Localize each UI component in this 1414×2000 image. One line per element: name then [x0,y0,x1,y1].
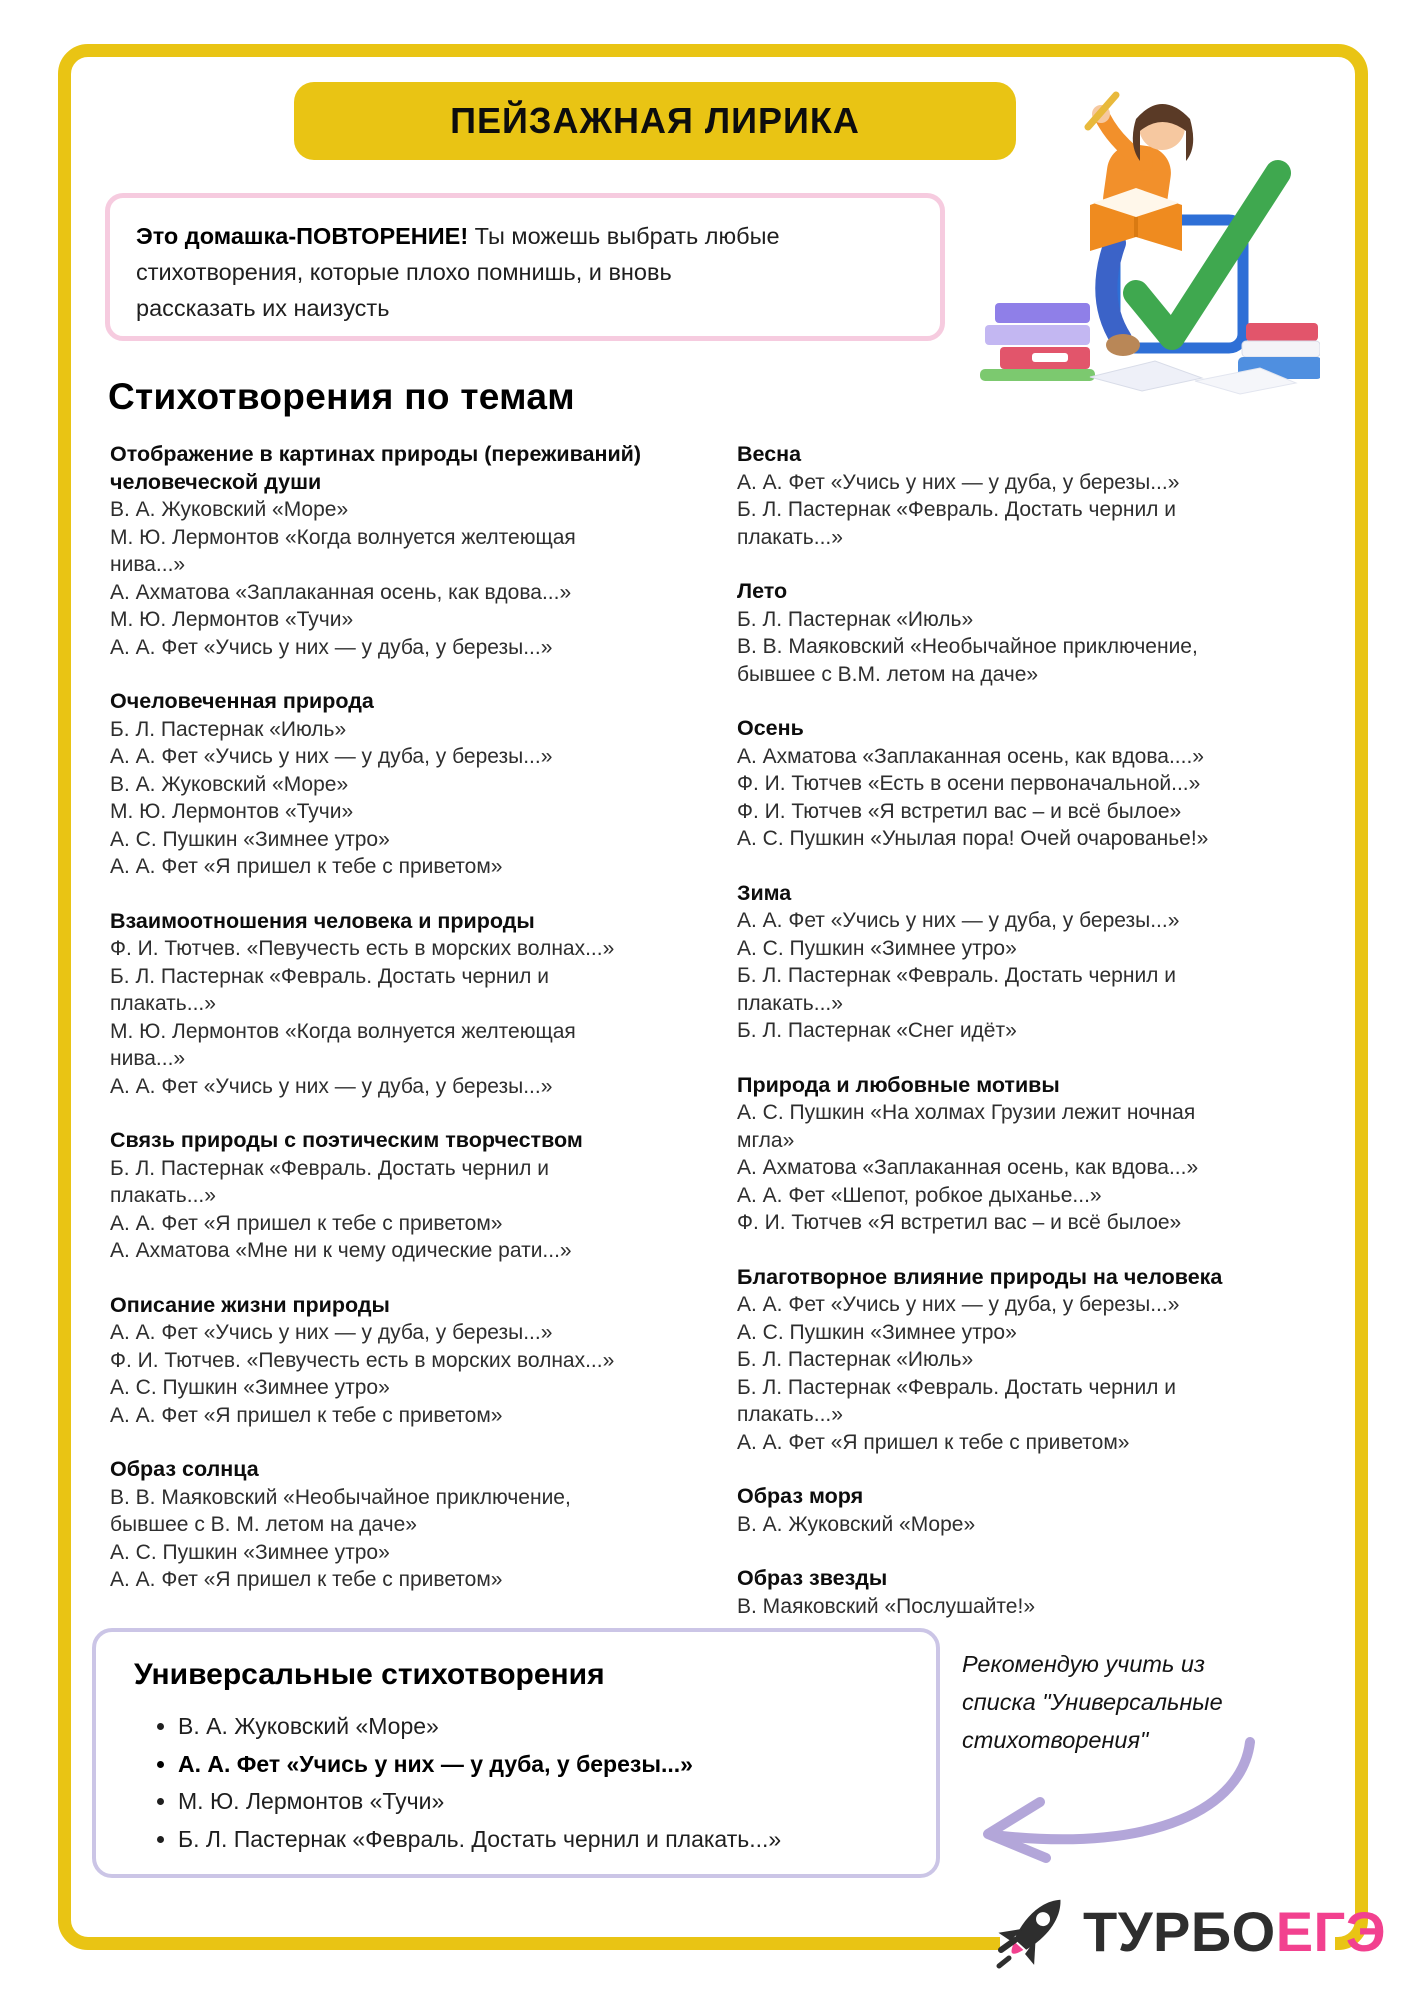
theme-title: Очеловеченная природа [110,689,374,713]
handwritten-note: Рекомендую учить из списка "Универсальные стихотворения" [962,1651,1223,1753]
universal-item: • В. А. Жуковский «Море» [178,1708,936,1746]
poem-item: А. А. Фет «Учись у них — у дуба, у березы...» [737,1293,1180,1316]
poem-item: А. А. Фет «Учись у них — у дуба, у березы...» [737,470,1180,494]
universal-heading: Универсальные стихотворения [134,1658,605,1691]
poem-item: Б. Л. Пастернак «Июль» [737,607,974,631]
poem-item: М. Ю. Лермонтов «Когда волнуется желтеющая нива...» [110,525,576,576]
intro-text [110,198,807,346]
poem-item: А. А. Фет «Я пришел к тебе с приветом» [737,1430,1130,1454]
theme-section [110,441,645,661]
poem-item: А. С. Пушкин «На холмах Грузии лежит ночная мгла» [737,1101,1196,1152]
universal-item: • М. Ю. Лермонтов «Тучи» [178,1783,936,1821]
themes-column-right [737,441,1252,1647]
poem-item: А. С. Пушкин «Зимнее утро» [737,936,1017,960]
poem-item: В. В. Маяковский «Необычайное приключение, бывшее с В. М. летом на даче» [110,1485,571,1536]
poem-item: Ф. И. Тютчев «Я встретил вас – и всё былое» [737,1211,1182,1234]
poem-item: А. С. Пушкин «Зимнее утро» [110,1540,390,1564]
theme-section [110,1292,645,1430]
poem-item: Б. Л. Пастернак «Февраль. Достать чернил и плакать...» [737,498,1176,549]
theme-title: Весна [737,442,802,466]
poem-item: Ф. И. Тютчев. «Певучесть есть в морских волнах...» [110,1348,615,1372]
poem-item: Ф. И. Тютчев. «Певучесть есть в морских волнах...» [110,937,615,960]
poem-item: А. А. Фет «Учись у них — у дуба, у березы...» [110,1074,553,1098]
poem-item: А. А. Фет «Учись у них — у дуба, у березы...» [110,1321,553,1344]
book-stack-left-icon [980,303,1095,381]
poem-item: В. А. Жуковский «Море» [110,772,349,796]
universal-item: • А. А. Фет «Учись у них — у дуба, у березы...» [178,1746,936,1784]
theme-title: Зима [737,880,792,905]
logo-text [1083,1899,1386,1964]
poems-heading: Стихотворения по темам [108,376,575,417]
universal-poems-box [92,1628,940,1878]
intro-highlight: Это домашка-ПОВТОРЕНИЕ! [136,223,469,249]
logo-text-turbo: ТУРБО [1083,1899,1276,1963]
theme-section [737,1072,1252,1237]
poem-item: А. А. Фет «Учись у них — у дуба, у березы...» [110,635,553,659]
intro-rest: Ты можешь выбрать любые стихотворения, которые плохо помнишь, и вновь рассказать их наизусть [136,223,780,321]
poem-item: А. Ахматова «Заплаканная осень, как вдова....» [737,744,1204,768]
theme-section [737,880,1252,1045]
poem-item: Б. Л. Пастернак «Февраль. Достать чернил и плакать...» [110,964,549,1015]
poem-item: Б. Л. Пастернак «Июль» [110,717,347,741]
theme-title: Взаимоотношения человека и природы [110,908,535,933]
rocket-icon [995,1888,1075,1974]
title-banner [294,82,1016,160]
theme-title: Образ солнца [110,1457,259,1481]
poem-item: В. А. Жуковский «Море» [737,1512,976,1536]
poem-item: А. А. Фет «Шепот, робкое дыханье...» [737,1183,1102,1207]
theme-title: Осень [737,716,804,740]
page-title: ПЕЙЗАЖНАЯ ЛИРИКА [450,100,860,141]
poem-item: А. Ахматова «Мне ни к чему одические рати...» [110,1239,572,1262]
theme-section [737,1565,1252,1620]
poem-item: А. С. Пушкин «Зимнее утро» [737,1320,1017,1344]
themes-column-left [110,441,645,1621]
theme-section [110,908,645,1101]
theme-title: Связь природы с поэтическим творчеством [110,1128,583,1152]
theme-title: Отображение в картинах природы (переживаний) человеческой души [110,442,642,494]
poem-item: А. С. Пушкин «Зимнее утро» [110,1376,390,1399]
poem-item: Б. Л. Пастернак «Февраль. Достать чернил и плакать...» [737,964,1176,1015]
poem-item: Ф. И. Тютчев «Есть в осени первоначальной...» [737,772,1201,795]
intro-box [105,193,945,341]
poem-item: Б. Л. Пастернак «Снег идёт» [737,1019,1017,1042]
theme-title: Благотворное влияние природы на человека [737,1264,1223,1289]
theme-title: Лето [737,579,788,603]
poem-item: В. Маяковский «Послушайте!» [737,1594,1035,1618]
poem-item: А. А. Фет «Учись у них — у дуба, у березы...» [737,909,1180,932]
universal-list [96,1708,936,1858]
theme-section [110,688,645,881]
turboege-logo [995,1885,1386,1977]
poem-item: А. А. Фет «Я пришел к тебе с приветом» [110,1568,503,1591]
theme-section [737,1264,1252,1457]
poem-item: М. Ю. Лермонтов «Тучи» [110,608,354,631]
poem-item: В. А. Жуковский «Море» [110,498,349,521]
poem-item: Б. Л. Пастернак «Июль» [737,1348,974,1371]
poem-item: Б. Л. Пастернак «Февраль. Достать чернил и плакать...» [110,1156,549,1207]
theme-title: Природа и любовные мотивы [737,1072,1060,1097]
poem-item: Ф. И. Тютчев «Я встретил вас – и всё былое» [737,799,1182,823]
theme-section [737,441,1252,551]
theme-title: Образ звезды [737,1566,888,1590]
poem-item: Б. Л. Пастернак «Февраль. Достать чернил и плакать...» [737,1375,1176,1426]
poem-item: А. А. Фет «Я пришел к тебе с приветом» [110,855,503,878]
logo-text-ege: ЕГЭ [1275,1899,1387,1963]
theme-section [737,1483,1252,1538]
theme-section [737,715,1252,853]
poem-item: А. С. Пушкин «Зимнее утро» [110,827,390,851]
theme-section [737,578,1252,688]
theme-title: Образ моря [737,1484,864,1508]
poem-item: А. С. Пушкин «Унылая пора! Очей очарованье!» [737,827,1209,850]
theme-title: Описание жизни природы [110,1292,390,1317]
student-checkbox-illustration [940,85,1320,395]
theme-section [110,1127,645,1265]
poem-item: А. А. Фет «Я пришел к тебе с приветом» [110,1403,503,1427]
universal-item: • Б. Л. Пастернак «Февраль. Достать чернил и плакать...» [178,1821,936,1859]
poem-item: В. В. Маяковский «Необычайное приключение, бывшее с В.М. летом на даче» [737,635,1198,686]
poem-item: А. Ахматова «Заплаканная осень, как вдова...» [737,1156,1199,1179]
curved-arrow-icon [950,1730,1270,1875]
poem-item: А. А. Фет «Я пришел к тебе с приветом» [110,1211,503,1235]
theme-section [110,1456,645,1594]
poem-item: М. Ю. Лермонтов «Тучи» [110,800,354,823]
poem-item: А. Ахматова «Заплаканная осень, как вдова...» [110,580,572,604]
poem-item: М. Ю. Лермонтов «Когда волнуется желтеющая нива...» [110,1019,576,1070]
poem-item: А. А. Фет «Учись у них — у дуба, у березы...» [110,745,553,768]
